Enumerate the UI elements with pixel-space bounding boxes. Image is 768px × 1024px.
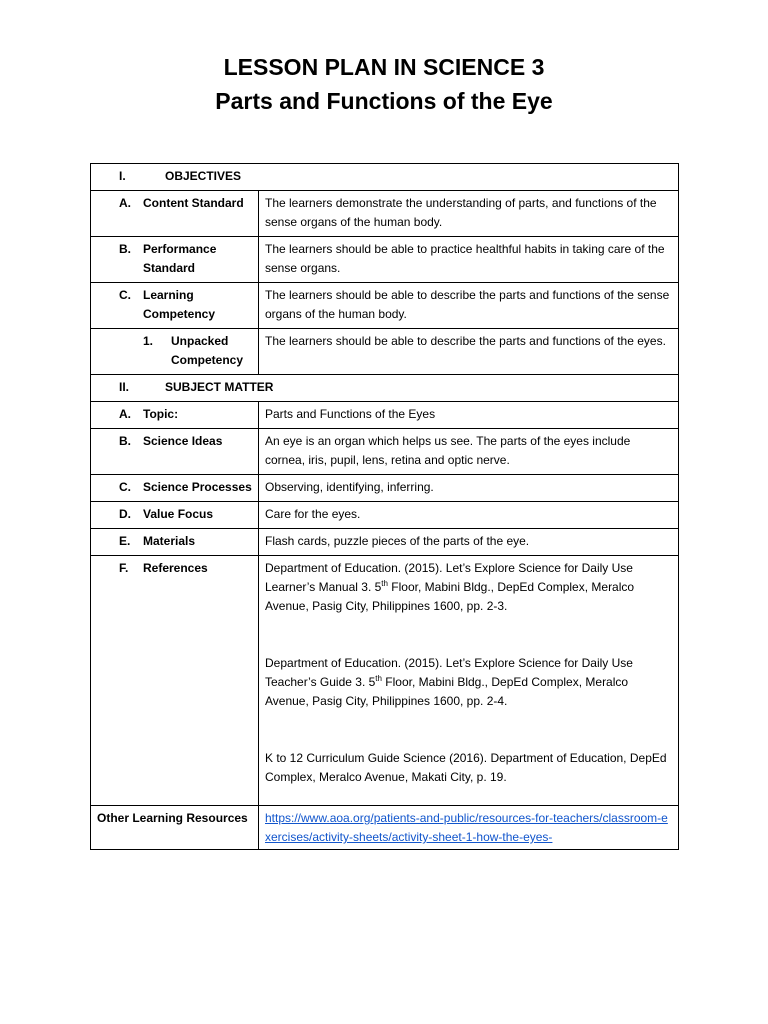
row-value: Care for the eyes. <box>259 502 679 529</box>
resource-link[interactable]: https://www.aoa.org/patients-and-public/resources-for-teachers/classroom-exercises/activity-sheets/activity-sheet-1-how-the-eyes- <box>265 811 668 844</box>
row-label <box>91 429 259 475</box>
section-heading <box>91 164 679 191</box>
row-value: An eye is an organ which helps us see. The parts of the eyes include cornea, iris, pupil, lens, retina and optic nerve. <box>259 429 679 475</box>
table-row <box>91 283 679 329</box>
document-subtitle: Parts and Functions of the Eye <box>215 88 553 114</box>
section-row-subject-matter <box>91 375 679 402</box>
reference-text: Floor, Mabini Bldg., DepEd Complex, Meralco Avenue, Pasig City, Philippines 1600, pp. 2-4. <box>265 675 629 708</box>
table-row <box>91 529 679 556</box>
row-value: Parts and Functions of the Eyes <box>259 402 679 429</box>
row-value: The learners demonstrate the understanding of parts, and functions of the sense organs of the human body. <box>259 191 679 237</box>
reference-text: Department of Education. (2015). Let’s Explore Science for Daily Use Teacher’s Guide 3. 5 <box>265 656 633 689</box>
reference-entry <box>265 559 672 616</box>
item-letter: A. <box>119 196 131 210</box>
item-letter: B. <box>119 434 131 448</box>
other-resources-label: Other Learning Resources <box>91 806 259 850</box>
item-letter: D. <box>119 507 131 521</box>
row-label <box>91 402 259 429</box>
reference-ordinal: th <box>375 674 382 683</box>
other-resources-cell <box>259 806 679 850</box>
row-label <box>91 283 259 329</box>
item-number: 1. <box>143 334 154 348</box>
reference-ordinal: th <box>381 579 388 588</box>
row-label <box>91 237 259 283</box>
row-label <box>91 502 259 529</box>
title-block <box>0 50 768 118</box>
table-row <box>91 191 679 237</box>
item-label: Topic: <box>143 407 179 421</box>
reference-entry <box>265 654 672 711</box>
row-value: The learners should be able to describe the parts and functions of the sense organs of the human body. <box>259 283 679 329</box>
item-letter: C. <box>119 480 131 494</box>
reference-entry: K to 12 Curriculum Guide Science (2016). Department of Education, DepEd Complex, Meralco Avenue, Makati City, p. 19. <box>265 751 667 784</box>
item-label: Content Standard <box>143 196 244 210</box>
row-label <box>91 556 259 806</box>
item-letter: C. <box>119 288 131 302</box>
table-row <box>91 429 679 475</box>
row-value: The learners should be able to describe the parts and functions of the eyes. <box>259 329 679 375</box>
row-value: Flash cards, puzzle pieces of the parts of the eye. <box>259 529 679 556</box>
table-row <box>91 237 679 283</box>
item-label: References <box>143 561 208 575</box>
table-row <box>91 329 679 375</box>
table-row <box>91 475 679 502</box>
section-title: OBJECTIVES <box>165 169 242 183</box>
reference-text: Department of Education. (2015). Let’s Explore Science for Daily Use Learner’s Manual 3. 5 <box>265 561 633 594</box>
item-label: Learning Competency <box>143 288 216 321</box>
section-heading <box>91 375 679 402</box>
row-label <box>91 329 259 375</box>
row-value: The learners should be able to practice healthful habits in taking care of the sense organs. <box>259 237 679 283</box>
item-label: Performance Standard <box>143 242 217 275</box>
link-container <box>265 809 672 845</box>
references-cell <box>259 556 679 806</box>
section-row-objectives <box>91 164 679 191</box>
table-row <box>91 402 679 429</box>
table-row <box>91 556 679 806</box>
row-label <box>91 191 259 237</box>
table-row <box>91 806 679 850</box>
section-number: II. <box>119 380 130 394</box>
item-label: Value Focus <box>143 507 214 521</box>
section-title: SUBJECT MATTER <box>165 380 274 394</box>
document-title: LESSON PLAN IN SCIENCE 3 <box>223 54 545 80</box>
table-row <box>91 502 679 529</box>
section-number: I. <box>119 169 126 183</box>
item-label: Unpacked Competency <box>171 334 244 367</box>
reference-text: Floor, Mabini Bldg., DepEd Complex, Meralco Avenue, Pasig City, Philippines 1600, pp. 2-3. <box>265 580 635 613</box>
item-label: Science Ideas <box>143 434 223 448</box>
item-letter: E. <box>119 534 131 548</box>
lesson-plan-table <box>90 163 679 850</box>
item-label: Science Processes <box>143 480 252 494</box>
item-letter: F. <box>119 561 129 575</box>
item-letter: B. <box>119 242 131 256</box>
row-label <box>91 529 259 556</box>
row-label <box>91 475 259 502</box>
item-letter: A. <box>119 407 131 421</box>
row-value: Observing, identifying, inferring. <box>259 475 679 502</box>
item-label: Materials <box>143 534 196 548</box>
